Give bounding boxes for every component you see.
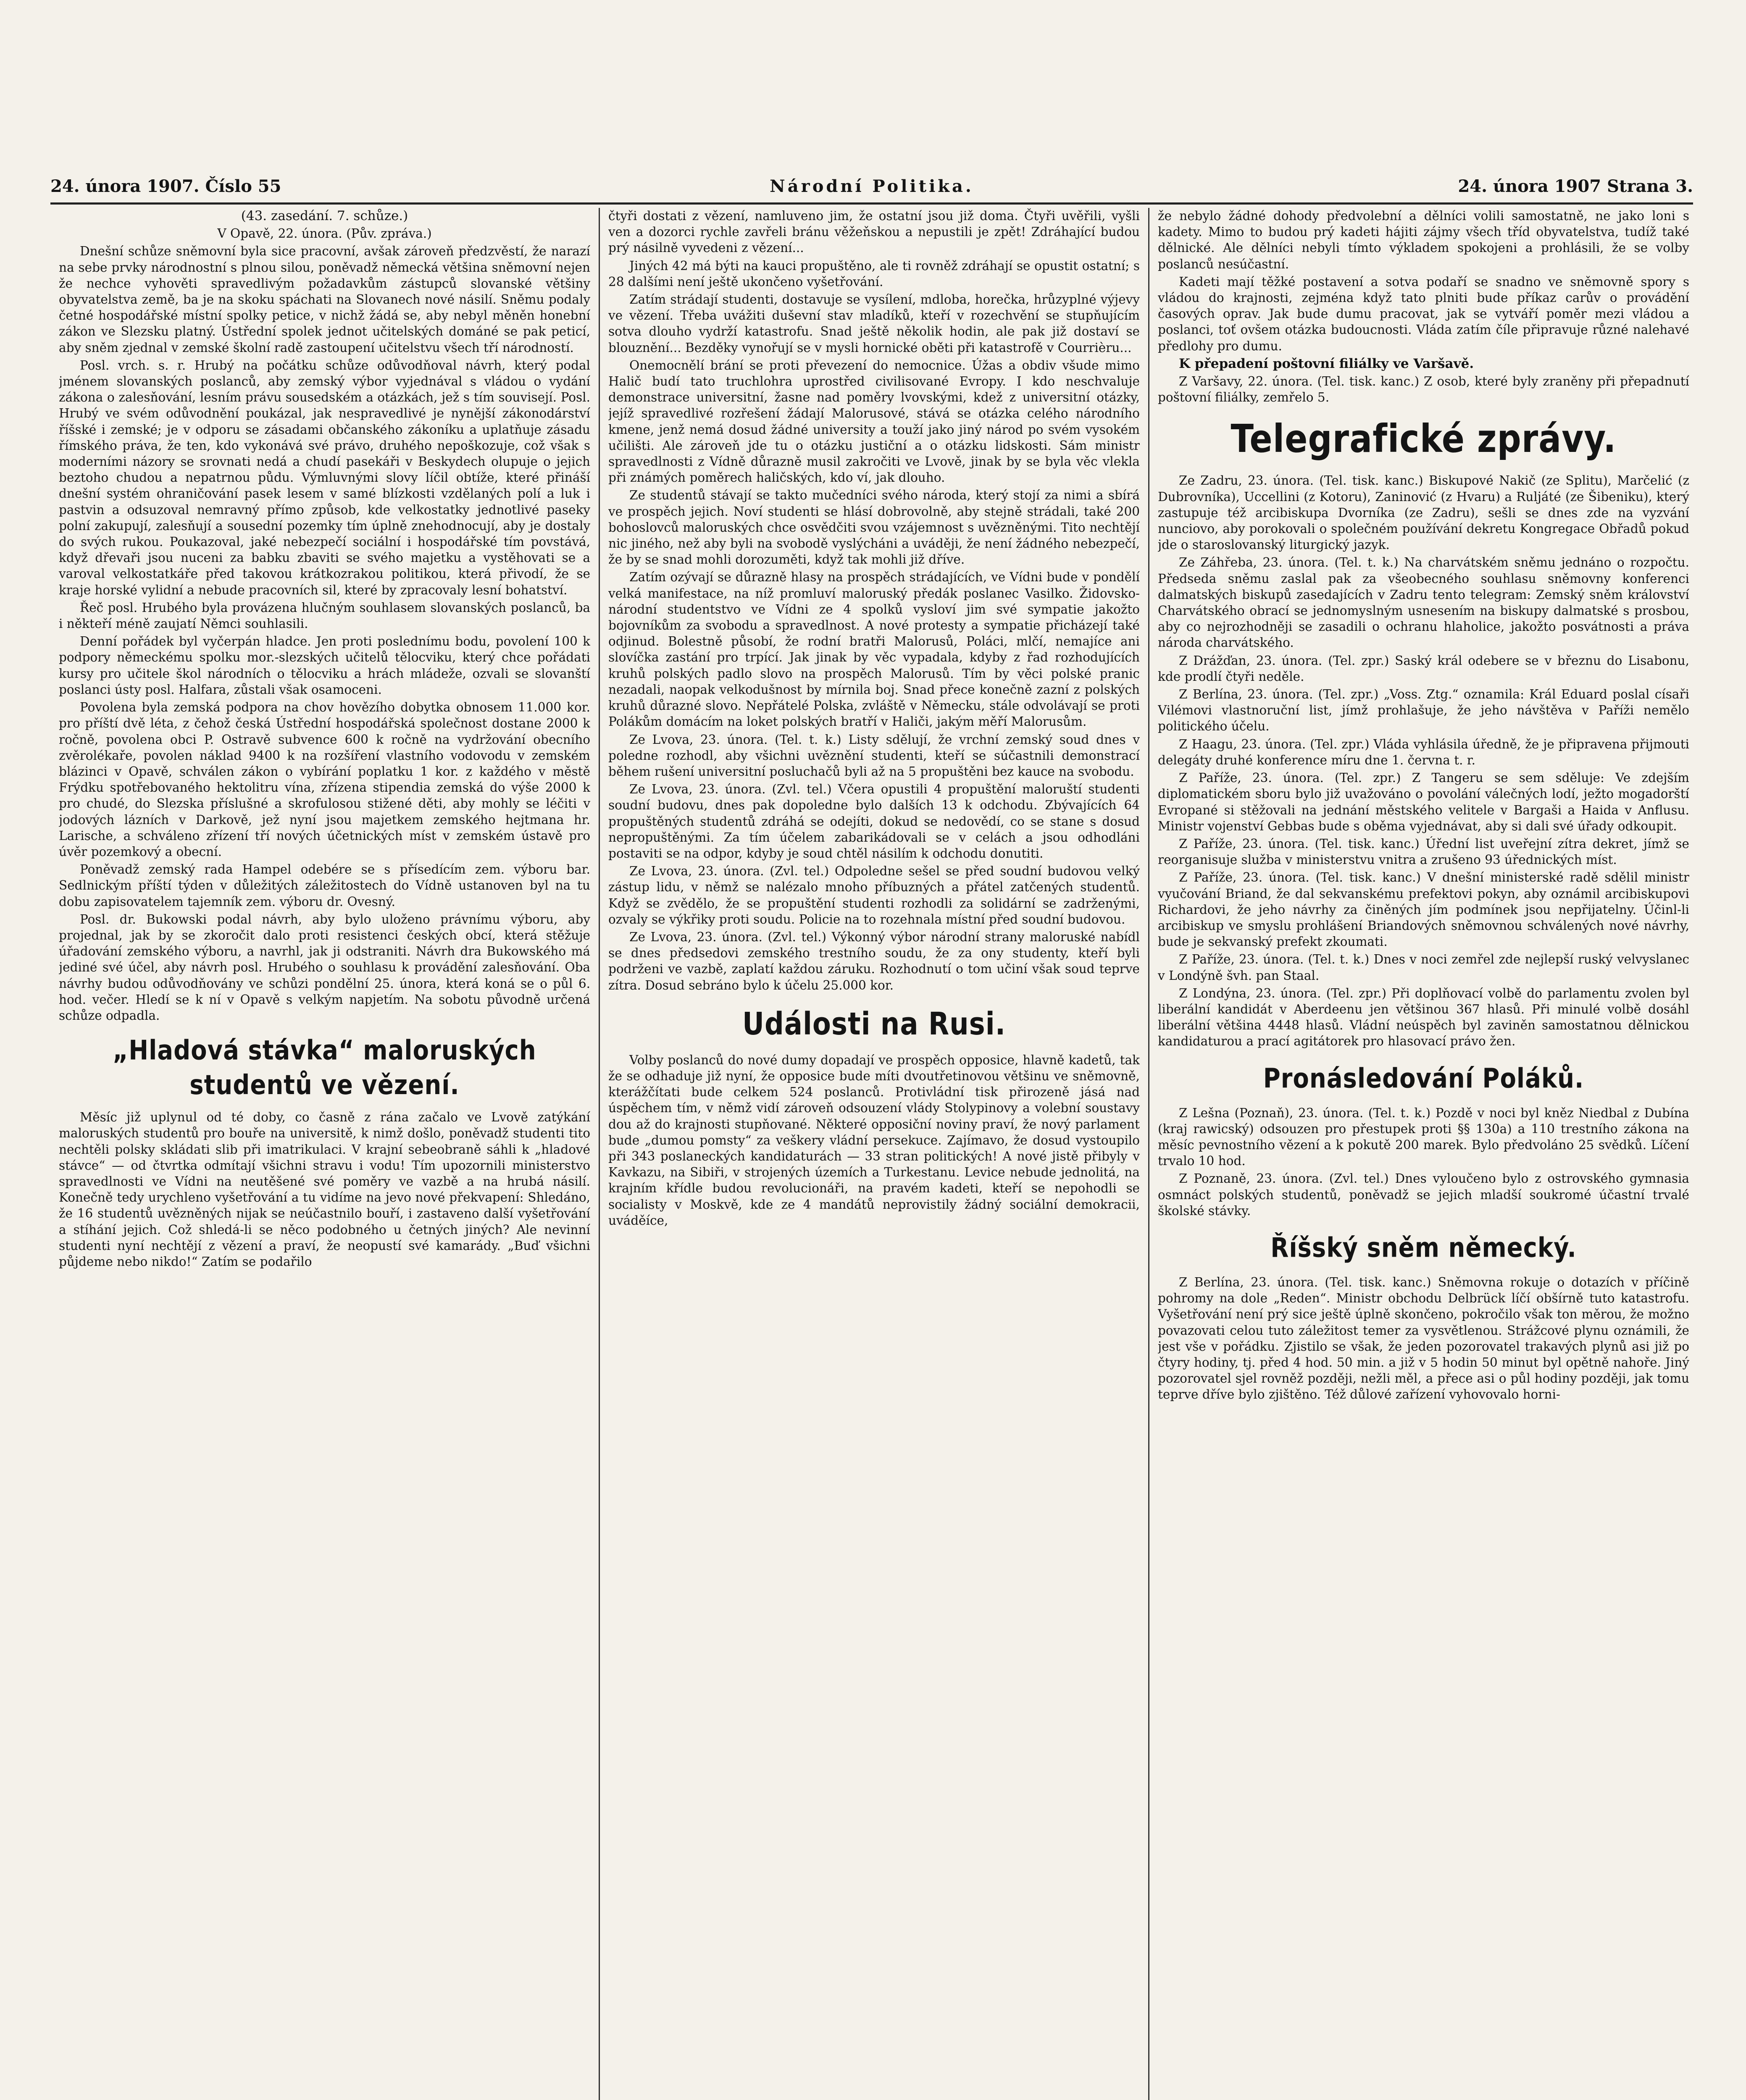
article-paragraph: čtyři dostati z vězení, namluveno jim, že ostatní jsou již doma. Čtyři uvěřili, vyšli ven a dozorci rychle zavřeli bránu věžeňskou a nepustili je zpět! Zdráhající budou prý násilně vyvedeni z vězení... — [608, 209, 1140, 255]
article-paragraph: že nebylo žádné dohody předvolební a dělníci volili samostatně, ne jako loni s kadety. Mimo to budou prý kadeti hájiti zájmy všech tříd obyvatelstva, tudíž také dělnické. Ale dělníci nebyli tímto výkladem spokojeni a prohlásili, že se volby poslanců nesúčastní. — [1158, 209, 1689, 271]
headline-reichstag: Říšský sněm německý. — [1270, 1232, 1577, 1264]
article-paragraph: Z Drážďan, 23. února. (Tel. zpr.) Saský král odebere se v březnu do Lisabonu, kde prodlí čtyři neděle. — [1158, 653, 1689, 684]
article-paragraph: Z Varšavy, 22. února. (Tel. tisk. kanc.) Z osob, které byly zraněny při přepadnutí poštovní filiálky, zemřelo 5. — [1158, 374, 1689, 405]
article-paragraph: Poněvadž zemský rada Hampel odebére se s přísedícím zem. výboru bar. Sedlnickým příští týden v důležitých záležitostech do Vídně ustanoven byl na tu dobu zapisovatelem tajemník zem. výboru dr. Ovesný. — [59, 862, 590, 909]
column-3 — [1158, 208, 1689, 2100]
article-paragraph: Ze Lvova, 23. února. (Zvl. tel.) Odpoledne sešel se před soudní budovou velký zástup lidu, v němž se nalézalo mnoho příbuzných a přátel zatčených studentů. Když se zvědělo, že se propuštění studenti rozhodli za solidární se zadrženými, ozvaly se výkřiky proti soudu. Policie na to rozehnala místní před soudní budovou. — [608, 864, 1140, 927]
article-paragraph: Ze studentů stávají se takto mučedníci svého národa, který stojí za nimi a sbírá ve prospěch jejich. Noví studenti se hlásí dobrovolně, aby stejně strádali, také 200 bohoslovců maloruských chce osvědčiti svou vzájemnost s uvězněnými. Tito nechtějí nic jiného, než aby byli na svobodě vyslýcháni a uváději, že není žádného nebezpečí, že by se snad mohli dorozuměti, když tak mohli již dříve. — [608, 488, 1140, 567]
header-rule — [50, 202, 1693, 205]
article-paragraph: Z Lešna (Poznaň), 23. února. (Tel. t. k.) Pozdě v noci byl kněz Niedbal z Dubína (kraj rawicský) odsouzen pro přestupek proti §§ 130a) a 110 trestního zákona na měsíc pevnostního vězení a k pokutě 200 marek. Bylo předvoláno 25 svědků. Líčení trvalo 10 hod. — [1158, 1105, 1689, 1168]
article-paragraph: Z Londýna, 23. února. (Tel. zpr.) Při doplňovací volbě do parlamentu zvolen byl liberální kandidát v Aberdeenu jen většinou 367 hlasů. Při minulé volbě dosáhl liberální většina 4448 hlasů. Vládní neúspěch byl zaviněn samostatnou dělnickou kandidaturou a prací agitátorek pro hlasovací právo žen. — [1158, 986, 1689, 1049]
issue-date-right: 24. února 1907 Strana 3. — [1458, 176, 1693, 196]
article-paragraph: Ze Lvova, 23. února. (Zvl. tel.) Výkonný výbor národní strany maloruské nabídl se dnes předsedovi zemského trestního soudu, že za ony studenty, kteří byli podrženi ve vazbě, zaplatí každou záruku. Rozhodnutí o tom učiní však soud teprve zítra. Dosud sebráno bylo k účelu 25.000 kor. — [608, 929, 1140, 992]
article-paragraph: Onemocnělí brání se proti převezení do nemocnice. Úžas a obdiv všude mimo Halič budí tato truchlohra uprostřed civilisované Evropy. I kdo neschvaluje demonstrace universitní, žasne nad poměry lvovskými, kdež z universitní otázky, jejíž spravedlivé rozřešení žádají Malorusové, stává se otázka celého národního kmene, jenž nemá dosud žádné university a touží jako jiný národ po svém vysokém učilišti. Ale zároveň jde tu o otázku justiční a o otázku lidskosti. Sám ministr spravedlnosti z Vídně důrazně musil zakročiti ve Lvově, jinak by se byla věc vlekla při známých poměrech haličských, kdo ví, jak dlouho. — [608, 358, 1140, 485]
article-paragraph: Ze Záhřeba, 23. února. (Tel. t. k.) Na charvátském sněmu jednáno o rozpočtu. Předseda sněmu zaslal pak za všeobecného souhlasu sněmovny konferenci dalmatských biskupů zasedajících v Zadru tento telegram: Zemský sněm království Charvátského obrací se jednomyslným usnesením na biskupy dalmatské s prosbou, aby co nejrozhodněji se zasadili o ochranu hlaholice, jakožto posvátnosti a práva národa charvátského. — [1158, 555, 1689, 650]
article-paragraph: Z Poznaně, 23. února. (Zvl. tel.) Dnes vyloučeno bylo z ostrovského gymnasia osmnáct polských studentů, poněvadž se jejich mladší soukromé účastní trvalé školské stávky. — [1158, 1171, 1689, 1218]
article-paragraph: Denní pořádek byl vyčerpán hladce. Jen proti poslednímu bodu, povolení 100 k podpory německému spolku mor.-slezských učitelů tělocviku, který chce pořádati kursy pro učitele škol národních o tělocviku a hrách mládeže, ozvali se slovanští poslanci ústy posl. Halfara, zůstali však osamoceni. — [59, 634, 590, 697]
article-paragraph: Zatím strádají studenti, dostavuje se vysílení, mdloba, horečka, hrůzyplné výjevy ve vězení. Třeba uvážiti duševní stav mladíků, kteří v rozechvění se stupňujícím sotva dlouho vydrží katastrofu. Snad ještě několik hodin, ale pak již dostaví se blouznění... Bezděky vynořují se v mysli hornické oběti při katastrofě v Courrièru... — [608, 292, 1140, 355]
article-paragraph: Povolena byla zemská podpora na chov hovězího dobytka obnosem 11.000 kor. pro příští dvě léta, z čehož česká Ústřední hospodářská společnost dostane 2000 k ročně, povolena obci P. Ostravě subvence 600 k ročně na vydržování obecního zvěrolékaře, povolen náklad 9400 k na rozšíření vlastního vodovodu v zemském blázinci v Opavě, schválen zákon o vybírání poplatku 1 kor. z každého v městě Frýdku spotřebovaného hektolitru vína, zřízena stipendia zemská do výše 2000 k pro chudé, do Slezska příslušné a skrofulosou stižené děti, aby mohly se léčiti v jodových lázních v Darkově, jež nyní jsou majetkem zemského hejtmana hr. Larische, a schváleno zřízení tří nových účetnických míst v zemském ústavě pro úvěr pozemkový a obecní. — [59, 700, 590, 859]
article-paragraph: Kadeti mají těžké postavení a sotva podaří se snadno ve sněmovně spory s vládou do krajnosti, zejména když tato plniti bude příkaz carův o provádění časových oprav. Jak bude dumu pracovat, jak se vytváří poměr mezi vládou a poslanci, toť ovšem otázka budoucnosti. Vláda zatím číle připravuje různé nalehavé předlohy pro dumu. — [1158, 274, 1689, 353]
article-paragraph: Z Berlína, 23. února. (Tel. tisk. kanc.) Sněmovna rokuje o dotazích v příčině pohromy na dole „Reden“. Ministr obchodu Delbrück líčí obšírně tuto katastrofu. Vyšetřování není prý sice ještě úplně skončeno, pokročilo však ton měrou, že možno povazovati celou tuto záležitost temer za vysvětlenou. Strážcové plynu oznámili, že jest vše v pořádku. Zjistilo se však, že jeden pozorovatel trakavých plynů asi již po čtyry hodiny, tj. před 4 hod. 50 min. a již v 5 hodin 50 minut byl opětně nahoře. Jiný pozorovatel sjel rovněž později, nežli měl, a přece asi o půl hodiny později, jak tomu teprve dříve bylo zjištěno. Též důlové zařízení vyhovovalo horni- — [1158, 1275, 1689, 1402]
dateline-opava: V Opavě, 22. února. (Pův. zpráva.) — [217, 226, 432, 241]
article-paragraph: Jiných 42 má býti na kauci propuštěno, ale ti rovněž zdráhají se opustit ostatní; s 28 dalšími není ještě ukončeno vyšetřování. — [608, 258, 1140, 289]
subheading-warsaw: K přepadení poštovní filiálky ve Varšavě. — [1179, 356, 1474, 371]
article-paragraph: Z Berlína, 23. února. (Tel. zpr.) „Voss. Ztg.“ oznamila: Král Eduard poslal císaři Vilémovi vlastnoruční list, jímž prohlašuje, že jeho návštěva v Paříži nemělo politického účelu. — [1158, 687, 1689, 734]
article-paragraph: Volby poslanců do nové dumy dopadají ve prospěch opposice, hlavně kadetů, tak že se odhaduje již nyní, že opposice bude míti dvoutřetinovou většinu ve sněmovně, kterážčítati bude celkem 524 poslanců. Protivládní tisk přirozeně jásá nad úspěchem tím, v němž vidí zároveň odsouzení vlády Stolypinovy a volební soustavy dou až do krajnosti stupňované. Některé opposiční noviny praví, že nový parlament bude „dumou pomsty“ za veškery vládní persekuce. Zajímavo, že dosud vystoupilo při 343 poslaneckých kandidaturách — 33 stran politických! A nové jistě přibyly v Kavkazu, na Sibiři, v strojených územích a Turkestanu. Levice nebude jednolitá, na krajním křídle budou revolucionáři, na pravém kadeti, kteří se nepohodli se socialisty v Moskvě, kde ze 4 mandátů neprovistily žádný sociální demokracii, uváděíce, — [608, 1053, 1140, 1228]
headline-hunger-strike: „Hladová stávka“ maloruských studentů ve vězení. — [113, 1034, 536, 1101]
issue-date-left: 24. února 1907. Číslo 55 — [50, 176, 281, 196]
running-head — [50, 176, 1693, 206]
column-2 — [608, 208, 1140, 2100]
article-paragraph: Ze Zadru, 23. února. (Tel. tisk. kanc.) Biskupové Nakič (ze Splitu), Marčelić (z Dubrovníka), Uccellini (z Kotoru), Zaninović (z Hvaru) a Ruljáté (ze Šibeniku), který zastupuje též arcibiskupa Dvorníka (ze Zadru), sešli se dnes zde na vyzvání nunciovo, aby porokovali o společném používání dekretu Kongregace Obřadů pokud jde o staroslovanský liturgický jazyk. — [1158, 473, 1689, 552]
article-paragraph: Dnešní schůze sněmovní byla sice pracovní, avšak zároveň předzvěstí, že narazí na sebe prvky národnostní s plnou silou, poněvadž německá většina sněmovní nejen že nechce vyhověti spravedlivým požadavkům zástupců slovanské většiny obyvatelstva země, ba je na skoku spáchati na Slovanech nové násilí. Sněmu podaly četné hospodářské místní spolky petice, v nichž žádá se, aby nebyl měněn honební zákon ve Slezsku platný. Ústřední spolek jednot učitelských dománé se pak peticí, aby sněm zjednal v zemské školní radě zastoupení učitelstvu všech tří národností. — [59, 244, 590, 355]
newspaper-title: Národní Politika. — [770, 176, 974, 196]
session-heading: (43. zasedání. 7. schůze.) — [241, 208, 408, 223]
column-rule-2 — [1148, 208, 1149, 2100]
article-paragraph: Z Haagu, 23. února. (Tel. zpr.) Vláda vyhlásila úředně, že je připravena přijmouti delegáty druhé konference míru dne 1. června t. r. — [1158, 737, 1689, 767]
column-1 — [59, 208, 590, 2100]
article-paragraph: Z Paříže, 23. února. (Tel. tisk. kanc.) V dnešní ministerské radě sdělil ministr vyučování Briand, že dal sekvanskému prefektovi pokyn, aby oznámil arcibiskupovi Richardovi, že jeho návrhy za činěných jím podmínek jsou nepřijatelny. Účinl-li arcibiskup ve smyslu prohlášení Briandových sněmovnou schválených nové návrhy, bude je sekvanský prefekt zkoumati. — [1158, 870, 1689, 949]
article-paragraph: Z Paříže, 23. února. (Tel. zpr.) Z Tangeru se sem sděluje: Ve zdejším diplomatickém sboru bylo již uvažováno o povolání válečných lodí, ježto mogadorští Evropané si stěžovali na jednání městského velitele v Bargaši a Haida v Anflusu. Ministr vojenství Gebbas bude s oběma vyjednávat, aby si dali své úřady odkoupit. — [1158, 771, 1689, 833]
article-paragraph: Řeč posl. Hrubého byla provázena hlučným souhlasem slovanských poslanců, ba i někteří méně zaujatí Němci souhlasili. — [59, 600, 590, 631]
article-paragraph: Posl. vrch. s. r. Hrubý na počátku schůze odůvodňoval návrh, který podal jménem slovanských poslanců, aby zemský výbor vyjednával s vládou o vydání zákona o zalesňování, lesním právu sousedském a otázkách, jež s tím souvisejí. Posl. Hrubý ve svém odůvodnění poukázal, jak nespravedlivé je nynější zákonodárství říšské i zemské; je v odporu se zásadami občanského zákoníku a uplatňuje zásadu římského práva, že ten, kdo vykonává své právo, druhého nepoškozuje, což však s moderními názory se srovnati nedá a chudí pasekáři v Beskydech olupuje o jejich beztoho chudou a nepatrnou půdu. Výmluvnými slovy líčil obtíže, které přináší dnešní systém ohraničování pasek lesem v samé blízkosti vzdělaných polí a luk i pastvin a odsuzoval nemravný přímo způsob, kde velkostatky jednotlivé paseky polní zakupují, zalesňují a sousední pozemky tím úplně znehodnocují, aby je dostaly do svých rukou. Poukazoval, jaké nebezpečí sociální i hospodářské tím povstává, když dřevaři jsou nuceni za babku zbaviti se svého majetku a vystěhovati se a varoval velkostatkáře před takovou krátkozrakou politikou, která přivodí, že se kraje horské vylidní a nebude pracovních sil, které by zpracovaly lesní bohatství. — [59, 358, 590, 597]
article-paragraph: Z Paříže, 23. února. (Tel. tisk. kanc.) Úřední list uveřejní zítra dekret, jímž se reorganisuje služba v ministerstvu vnitra a zrušeno 93 úřednických míst. — [1158, 836, 1689, 867]
article-paragraph: Z Paříže, 23. února. (Tel. t. k.) Dnes v noci zemřel zde nejlepší ruský velvyslanec v Londýně švh. pan Staal. — [1158, 952, 1689, 983]
column-rule-1 — [599, 208, 600, 2100]
article-paragraph: Ze Lvova, 23. února. (Zvl. tel.) Včera opustili 4 propuštění maloruští studenti soudní budovu, dnes pak dopoledne bylo dalších 13 k odchodu. Zbývajících 64 propuštěných studentů zdráhá se odejíti, dokud se nedovědí, co se stane s dosud nepropuštěnými. Za tím účelem zabarikádovali se v celách a jsou odhodláni postaviti se na odpor, kdyby je soud chtěl násilím k odchodu donutiti. — [608, 782, 1140, 861]
article-paragraph: Měsíc již uplynul od té doby, co časně z rána začalo ve Lvově zatýkání maloruských studentů pro bouře na universitě, k nimž došlo, poněvadž studenti tito nechtěli polsky skládati slib při imatrikulaci. V krajní sebeobraně sáhli k „hladové stávce“ — od čtvrtka odmítají všichni stravu i vodu! Tím upozornili ministerstvo spravedlnosti ve Vídni na neutěšené své poměry ve vazbě a na hrubá násilí. Konečně tedy urychleno vyšetřování a tu vidíme na jevo nové překvapení: Shledáno, že 16 studentů uvězněných nijak se neúčastnilo bouří, i zastaveno další vyšetřování a stíhání jejich. Což shledá-li se něco podobného u četných jiných? Ale nevinní studenti nyní nechtějí z vězení a praví, že neopustí své kamarády. „Buď všichni půjdeme nebo nikdo!“ Zatím se podařilo — [59, 1110, 590, 1269]
article-paragraph: Posl. dr. Bukowski podal návrh, aby bylo uloženo právnímu výboru, aby projednal, jak by se zkoročit dalo proti resistenci českých obcí, která stěžuje úřadování zemského výboru, a navrhl, jak ji odstraniti. Návrh dra Bukowského má jediné své účel, aby návrh posl. Hrubého o souhlasu k provádění zalesňování. Oba návrhy budou odůvodňovány ve schůzi pondělní 25. února, která koná se o půl 6. hod. večer. Hledí se k ní v Opavě s velkým napjetím. Na sobotu původně určená schůze odpadla. — [59, 912, 590, 1023]
headline-russia: Události na Rusi. — [742, 1006, 1006, 1042]
headline-poles: Pronásledování Poláků. — [1263, 1063, 1584, 1095]
article-paragraph: Ze Lvova, 23. února. (Tel. t. k.) Listy sdělují, že vrchní zemský soud dnes v poledne rozhodl, aby všichni uvěznění studenti, kteří se súčastnili demonstrací během rušení universitní posluchačů byli až na 5 propuštěni bez kauce na svobodu. — [608, 732, 1140, 779]
article-paragraph: Zatím ozývají se důrazně hlasy na prospěch strádajících, ve Vídni bude v pondělí velká manifestace, na níž promluví maloruský předák poslanec Vasilko. Židovsko-národní studentstvo ve Vídni ze 4 spolků vysloví jim své sympatie jakožto bojovníkům za svobodu a spravedlnost. A nové protesty a sympatie přicházejí také odjinud. Bolestně působí, že rodní bratři Malorusů, Poláci, mlčí, nemajíce ani slovíčka zastání pro trpící. Jak jinak by věc vypadala, kdyby z řad rozhodujících kruhů polských padlo slovo na prospěch Malorusů. Tím by věci polské pranic nezadali, naopak velkodušnost by mírnila boj. Snad přece konečně zazní z polských kruhů důrazné slovo. Nepřátelé Polska, zvláště v Německu, stále odvolávají se proti Polákům domácím na loket polských bratří v Haliči, jakým měří Malorusům. — [608, 570, 1140, 729]
headline-telegrams: Telegrafické zprávy. — [1231, 416, 1617, 462]
